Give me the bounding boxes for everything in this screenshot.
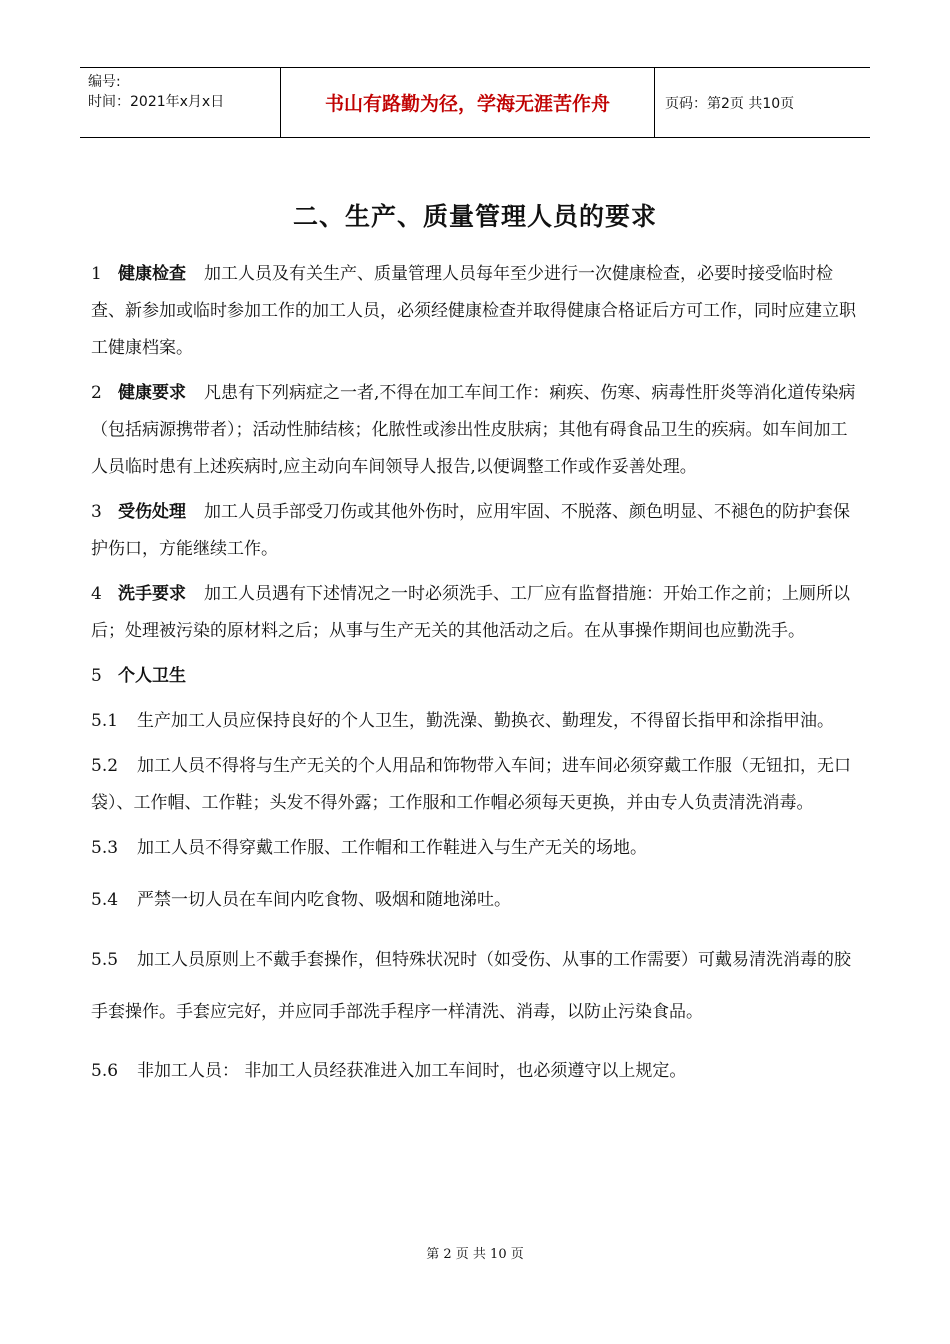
page-title: 二、生产、质量管理人员的要求: [292, 202, 657, 231]
section-1: [91, 256, 861, 367]
section-number: 4: [91, 584, 102, 604]
subsection-number: 5.6: [91, 1061, 119, 1081]
subsection-5-2: [91, 748, 861, 822]
subsection-5-3: [91, 830, 861, 867]
subsection-5-4: [91, 882, 861, 919]
section-number: 3: [91, 502, 102, 522]
page-header: [80, 67, 870, 138]
section-heading: 洗手要求: [118, 584, 186, 604]
subsection-number: 5.4: [91, 890, 119, 910]
header-motto: 书山有路勤为径，学海无涯苦作舟: [281, 68, 655, 137]
section-4: [91, 576, 861, 650]
subsection-text: 加工人员不得穿戴工作服、工作帽和工作鞋进入与生产无关的场地。: [137, 838, 647, 858]
date-label: 时间：2021年x月x日: [88, 94, 225, 110]
subsection-text: 加工人员不得将与生产无关的个人用品和饰物带入车间；进车间必须穿戴工作服（无钮扣，无口袋）、工作帽、工作鞋；头发不得外露；工作服和工作帽必须每天更换，并由专人负责清洗消毒。: [91, 756, 851, 813]
subsection-text: 生产加工人员应保持良好的个人卫生，勤洗澡、勤换衣、勤理发，不得留长指甲和涂指甲油。: [137, 711, 834, 731]
section-heading: 健康要求: [118, 383, 186, 403]
section-text: 加工人员手部受刀伤或其他外伤时，应用牢固、不脱落、颜色明显、不褪色的防护套保护伤口，方能继续工作。: [91, 502, 850, 559]
section-2: [91, 375, 861, 486]
subsection-text: 严禁一切人员在车间内吃食物、吸烟和随地涕吐。: [137, 890, 511, 910]
section-3: [91, 494, 861, 568]
section-heading: 受伤处理: [118, 502, 186, 522]
section-number: 1: [91, 264, 102, 284]
subsection-text: 非加工人员： 非加工人员经获准进入加工车间时，也必须遵守以上规定。: [137, 1061, 687, 1081]
subsection-number: 5.2: [91, 756, 119, 776]
header-left-cell: [80, 68, 281, 137]
section-heading: 个人卫生: [118, 666, 186, 686]
subsection-5-5: [91, 934, 861, 1038]
section-5: [91, 658, 861, 695]
code-label: 编号:: [88, 74, 121, 90]
section-heading: 健康检查: [118, 264, 186, 284]
document-body: [91, 256, 861, 1098]
subsection-number: 5.5: [91, 950, 119, 970]
subsection-5-1: [91, 703, 861, 740]
header-page-info: 页码：第2页 共10页: [665, 95, 795, 112]
subsection-5-6: [91, 1053, 861, 1090]
section-number: 5: [91, 666, 102, 686]
section-number: 2: [91, 383, 102, 403]
section-text: 加工人员及有关生产、质量管理人员每年至少进行一次健康检查，必要时接受临时检查、新参加或临时参加工作的加工人员，必须经健康检查并取得健康合格证后方可工作，同时应建立职工健康档案。: [91, 264, 856, 358]
section-text: 加工人员遇有下述情况之一时必须洗手、工厂应有监督措施：开始工作之前；上厕所以后；处理被污染的原材料之后；从事与生产无关的其他活动之后。在从事操作期间也应勤洗手。: [91, 584, 850, 641]
section-text: 凡患有下列病症之一者,不得在加工车间工作：痢疾、伤寒、病毒性肝炎等消化道传染病（包括病源携带者）；活动性肺结核；化脓性或渗出性皮肤病；其他有碍食品卫生的疾病。如车间加工人员临时患有上述疾病时,应主动向车间领导人报告,以便调整工作或作妥善处理。: [91, 383, 856, 477]
subsection-number: 5.1: [91, 711, 119, 731]
page-footer: 第 2 页 共 10 页: [426, 1247, 524, 1262]
subsection-number: 5.3: [91, 838, 119, 858]
subsection-text: 加工人员原则上不戴手套操作，但特殊状况时（如受伤、从事的工作需要）可戴易清洗消毒的胶手套操作。手套应完好，并应同手部洗手程序一样清洗、消毒，以防止污染食品。: [91, 950, 851, 1022]
